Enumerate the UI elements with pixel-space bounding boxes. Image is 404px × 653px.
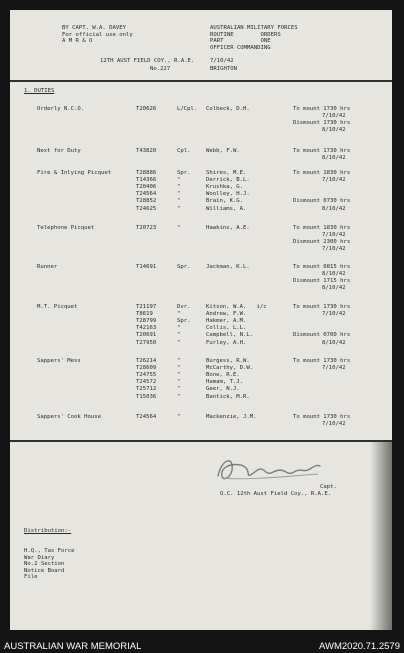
rank: Spr. xyxy=(177,264,191,270)
service-number: T42163 xyxy=(136,325,157,332)
service-number: T24625 xyxy=(136,205,157,212)
duty-time: Dismount 1715 hrs xyxy=(293,278,351,285)
header-right-line: AUSTRALIAN MILITARY FORCES xyxy=(210,25,298,31)
rank: " xyxy=(177,393,181,400)
duty-time: Dismount 0700 hrs xyxy=(293,332,351,339)
soldier-name: Derrick, B.L. xyxy=(206,177,250,184)
soldier-name: Shires, M.E. xyxy=(206,170,247,176)
rank: " xyxy=(177,414,181,420)
duty-time: 7/10/42 xyxy=(322,177,346,184)
service-number: T28799 xyxy=(136,318,157,325)
soldier-name: Kitson, W.A. i/c xyxy=(206,304,267,310)
duty-time: 8/10/42 xyxy=(322,205,346,212)
bottom-rule xyxy=(10,440,392,442)
duty-time: 7/10/42 xyxy=(322,113,346,120)
rank: Spr. xyxy=(177,170,191,176)
soldier-name: Williams, A. xyxy=(206,205,247,212)
rank: " xyxy=(177,311,181,318)
distribution-item: No.2 Section xyxy=(24,561,65,568)
service-number: T43820 xyxy=(136,148,157,154)
duty-time: 7/10/42 xyxy=(322,365,346,372)
signature-rank: Capt. xyxy=(320,484,337,490)
archive-footer xyxy=(0,638,404,653)
duty-name: Next for Duty xyxy=(37,148,81,154)
duty-name: Orderly N.C.O. xyxy=(37,106,85,112)
duty-time: 7/10/42 xyxy=(322,232,346,239)
rank: " xyxy=(177,325,181,332)
rank: " xyxy=(177,379,181,386)
rank: " xyxy=(177,386,181,393)
duty-name: Sappers' Cook House xyxy=(37,414,101,420)
service-number: T20691 xyxy=(136,332,157,339)
service-number: T21197 xyxy=(136,304,157,310)
duty-time: To mount 1730 hrs xyxy=(293,414,351,420)
duty-time: 8/10/42 xyxy=(322,285,346,292)
rank: " xyxy=(177,198,181,205)
document-page xyxy=(10,10,392,630)
service-number: T14691 xyxy=(136,264,157,270)
soldier-name: Collis, L.L. xyxy=(206,325,247,332)
header-date: 7/10/42 xyxy=(210,58,234,64)
soldier-name: Andrew, F.W. xyxy=(206,311,247,318)
rank: " xyxy=(177,205,181,212)
header-right xyxy=(210,25,298,64)
service-number: T20723 xyxy=(136,225,157,231)
rank: " xyxy=(177,191,181,198)
duty-name: Telephone Picquet xyxy=(37,225,95,231)
distribution-item: H.Q., Tas Force xyxy=(24,547,75,554)
service-number: T25712 xyxy=(136,386,157,393)
distribution-item: War Diary xyxy=(24,554,55,561)
rank: " xyxy=(177,184,181,191)
duty-name: Fire & Inlying Picquet xyxy=(37,170,112,176)
soldier-name: Furley, A.H. xyxy=(206,339,247,346)
bleed-through-text xyxy=(100,555,106,566)
header-right-line: OFFICER COMMANDING xyxy=(210,44,271,51)
service-number: T14366 xyxy=(136,177,157,184)
header-right-line: PART ONE xyxy=(210,38,271,45)
top-rule xyxy=(10,80,392,82)
service-number: T24755 xyxy=(136,372,157,379)
service-number: T15036 xyxy=(136,393,157,400)
duty-name: Sappers' Mess xyxy=(37,358,81,364)
duty-time: Dismount 2300 hrs xyxy=(293,239,351,246)
soldier-name: Hakmer, A.M. xyxy=(206,318,247,325)
soldier-name: Geer, N.J. xyxy=(206,386,240,393)
duty-time: 7/10/42 xyxy=(322,246,346,253)
signature xyxy=(200,448,340,488)
soldier-name: Brain, K.G. xyxy=(206,198,244,205)
service-number: T28609 xyxy=(136,365,157,372)
distribution-heading: Distribution:- xyxy=(24,528,72,535)
signature-title: O.C. 12th Aust Field Coy., R.A.E. xyxy=(220,491,332,497)
soldier-name: Webb, F.W. xyxy=(206,148,240,154)
coy-line: 12TH AUST FIELD COY., R.A.E. xyxy=(100,58,195,64)
duty-time: 8/10/42 xyxy=(322,339,346,346)
soldier-name: Krushka, G. xyxy=(206,184,244,191)
soldier-name: Bone, R.E. xyxy=(206,372,240,379)
duty-time: Dismount 1730 hrs xyxy=(293,120,351,127)
header-right-line: ROUTINE ORDERS xyxy=(210,31,281,38)
soldier-name: Mackenzie, J.M. xyxy=(206,414,257,420)
section-title: 1. DUTIES xyxy=(24,88,55,94)
header-left-line: A M R & O xyxy=(62,38,93,45)
duty-time: To mount 1830 hrs xyxy=(293,170,351,176)
duty-time: To mount 1730 hrs xyxy=(293,304,351,310)
soldier-name: McCarthy, D.W. xyxy=(206,365,254,372)
page-shadow xyxy=(370,440,392,630)
rank: " xyxy=(177,358,181,364)
duty-time: Dismount 0730 hrs xyxy=(293,198,351,205)
duty-time: 7/10/42 xyxy=(322,421,346,428)
distribution-item: Notice Board xyxy=(24,567,65,574)
soldier-name: Jackman, K.L. xyxy=(206,264,250,270)
soldier-name: Burgess, R.W. xyxy=(206,358,250,364)
duty-time: 8/10/42 xyxy=(322,127,346,134)
handwritten-signature-icon xyxy=(200,448,340,488)
duty-name: M.T. Picquet xyxy=(37,304,78,310)
service-number: T24572 xyxy=(136,379,157,386)
rank: " xyxy=(177,332,181,339)
service-number: T24564 xyxy=(136,191,157,198)
distribution-list xyxy=(24,548,75,581)
soldier-name: Colbeck, D.H. xyxy=(206,106,250,112)
rank: L/Cpl. xyxy=(177,106,198,112)
rank: " xyxy=(177,177,181,184)
service-number: T8619 xyxy=(136,311,153,318)
distribution-item: File xyxy=(24,574,38,581)
soldier-name: Campbell, N.L. xyxy=(206,332,254,339)
rank: " xyxy=(177,339,181,346)
service-number: T24564 xyxy=(136,414,157,420)
footer-accession: AWM2020.71.2579 xyxy=(319,641,400,652)
header-left-line: BY CAPT. W.A. DAVEY xyxy=(62,25,126,31)
issue-number: No.227 xyxy=(150,66,171,72)
soldier-name: Hamam, T.J. xyxy=(206,379,244,386)
rank: " xyxy=(177,365,181,372)
duty-name: Runner xyxy=(37,264,58,270)
duty-time: 8/10/42 xyxy=(322,271,346,278)
duty-time: 7/10/42 xyxy=(322,311,346,318)
soldier-name: Woolley, H.J. xyxy=(206,191,250,198)
soldier-name: Hawkins, A.E. xyxy=(206,225,250,231)
service-number: T28886 xyxy=(136,170,157,176)
duty-time: To mount 1830 hrs xyxy=(293,225,351,231)
rank: " xyxy=(177,372,181,379)
header-left-line: For official use only xyxy=(62,31,133,38)
footer-institution: AUSTRALIAN WAR MEMORIAL xyxy=(4,641,142,652)
soldier-name: Bantick, M.R. xyxy=(206,393,250,400)
issue-location: BRIGHTON xyxy=(210,66,237,72)
duty-time: To mount 1730 hrs xyxy=(293,358,351,364)
duty-time: To mount 1730 hrs xyxy=(293,106,351,112)
rank: Dvr. xyxy=(177,304,191,310)
service-number: T20406 xyxy=(136,184,157,191)
service-number: T28852 xyxy=(136,198,157,205)
distribution xyxy=(24,515,75,594)
header-left xyxy=(62,25,133,45)
duty-time: To mount 0815 hrs xyxy=(293,264,351,270)
service-number: T27950 xyxy=(136,339,157,346)
duty-time: To mount 1730 hrs xyxy=(293,148,351,154)
service-number: T20626 xyxy=(136,106,157,112)
service-number: T26214 xyxy=(136,358,157,364)
rank: Cpl. xyxy=(177,148,191,154)
duty-time: 8/10/42 xyxy=(322,155,346,162)
rank: Spr. xyxy=(177,318,191,325)
rank: " xyxy=(177,225,181,231)
